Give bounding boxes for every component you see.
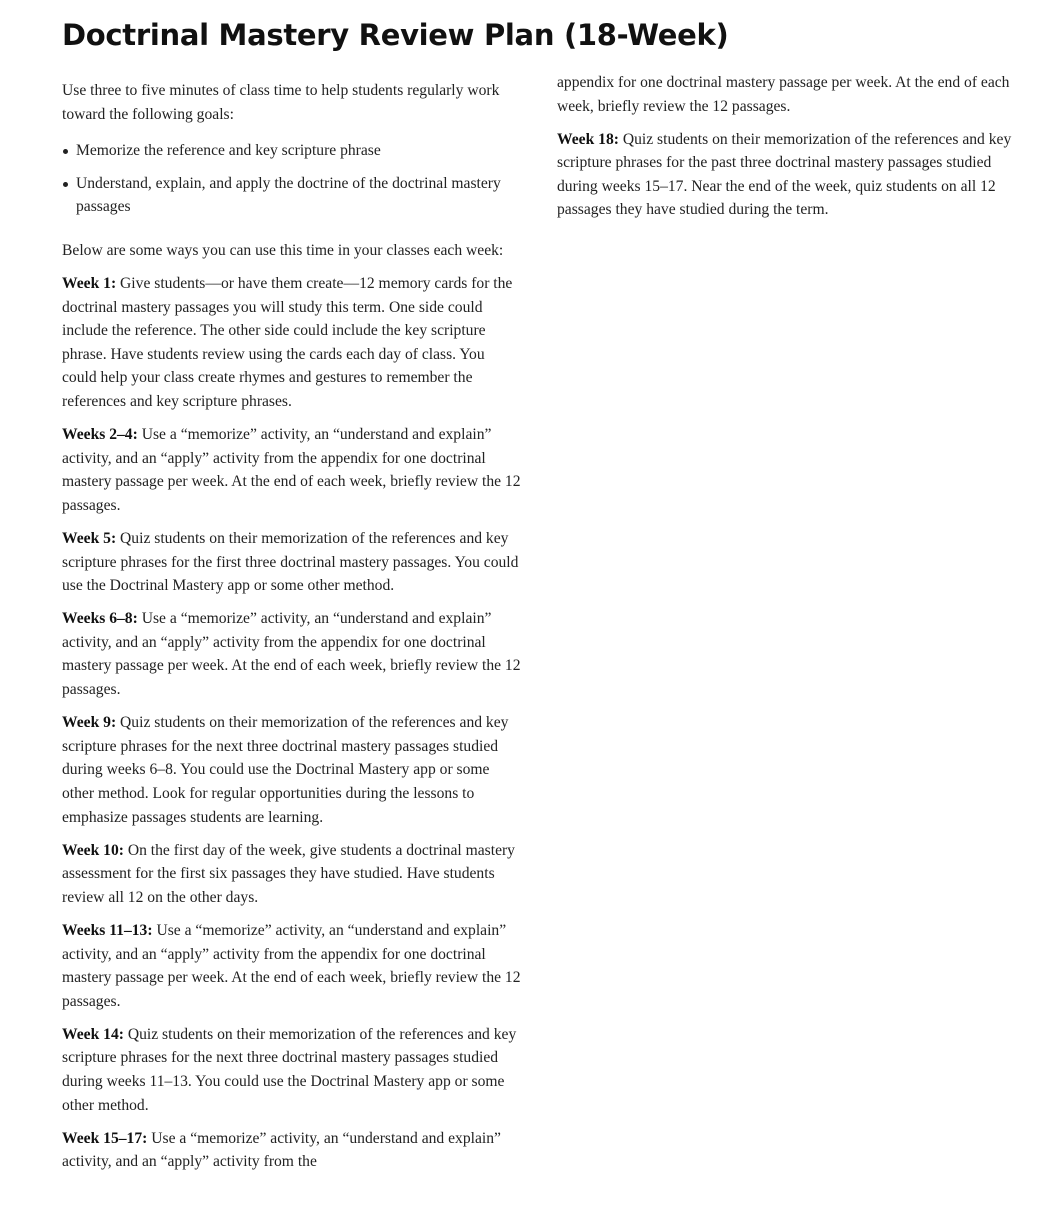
goal-item: Understand, explain, and apply the doctrine of the doctrinal mastery passages: [62, 172, 522, 219]
week-text: Quiz students on their memorization of the references and key scripture phrases for the next three doctrinal mastery passages studied during weeks 6–8. You could use the Doctrinal Mastery app or some other method. Look for regular opportunities during the lessons to emphasize passages students are learning.: [62, 714, 509, 826]
left-column: [62, 79, 522, 1183]
right-column: [557, 71, 1017, 232]
week-text: Give students—or have them create—12 memory cards for the doctrinal mastery passages you will study this term. One side could include the reference. The other side could include the key scripture phrase. Have students review using the cards each day of class. You could help your class create rhymes and gestures to remember the references and key scripture phrases.: [62, 275, 513, 411]
intro-paragraph: Use three to five minutes of class time to help students regularly work toward the following goals:: [62, 82, 500, 123]
week-label: Week 14:: [62, 1025, 124, 1043]
week-entry: [62, 607, 522, 701]
page-title: Doctrinal Mastery Review Plan (18-Week): [62, 18, 729, 52]
week-text: Use a “memorize” activity, an “understand and explain” activity, and an “apply” activity from the appendix for one doctrinal mastery passage per week. At the end of each week, briefly review the 12 passages.: [62, 921, 521, 1010]
week-text: On the first day of the week, give students a doctrinal mastery assessment for the first six passages they have studied. Have students review all 12 on the other days.: [62, 841, 515, 906]
week-label: Weeks 6–8:: [62, 610, 138, 628]
week-entry: [62, 1127, 522, 1174]
week-text: Use a “memorize” activity, an “understand and explain” activity, and an “apply” activity from the: [62, 1129, 501, 1171]
week-label: Week 1:: [62, 275, 117, 293]
week-entry: [62, 1023, 522, 1117]
week-label: Week 18:: [557, 130, 619, 148]
week-text: Quiz students on their memorization of the references and key scripture phrases for the past three doctrinal mastery passages studied during weeks 15–17. Near the end of the week, quiz students on all 12 passages they have studied during the term.: [557, 130, 1012, 219]
week-entry: [62, 839, 522, 910]
week-entry: [62, 919, 522, 1013]
week-label: Week 9:: [62, 714, 117, 732]
week-text: Quiz students on their memorization of the references and key scripture phrases for the first three doctrinal mastery passages. You could use the Doctrinal Mastery app or some other method.: [62, 530, 519, 595]
week-label: Week 5:: [62, 530, 117, 547]
week-entry: [62, 423, 522, 517]
week-entry: [557, 128, 1017, 222]
week-entry: [62, 272, 522, 414]
week-text: Quiz students on their memorization of the references and key scripture phrases for the next three doctrinal mastery passages studied during weeks 11–13. You could use the Doctrinal Mastery app or some other method.: [62, 1025, 517, 1114]
week-label: Week 15–17:: [62, 1129, 148, 1147]
week-entry-continued: appendix for one doctrinal mastery passage per week. At the end of each week, briefly review the 12 passages.: [557, 74, 1010, 115]
goal-item: Memorize the reference and key scripture phrase: [62, 139, 522, 163]
week-entry: [62, 527, 522, 598]
week-text: Use a “memorize” activity, an “understand and explain” activity, and an “apply” activity from the appendix for one doctrinal mastery passage per week. At the end of each week, briefly review the 12 passages.: [62, 610, 521, 699]
week-label: Weeks 2–4:: [62, 426, 138, 444]
ways-intro: Below are some ways you can use this time in your classes each week:: [62, 241, 504, 259]
week-label: Week 10:: [62, 841, 124, 859]
week-text: Use a “memorize” activity, an “understand and explain” activity, and an “apply” activity from the appendix for one doctrinal mastery passage per week. At the end of each week, briefly review the 12 passages.: [62, 426, 521, 514]
week-label: Weeks 11–13:: [62, 921, 153, 939]
week-entry: [62, 711, 522, 829]
goals-list: [62, 139, 522, 219]
